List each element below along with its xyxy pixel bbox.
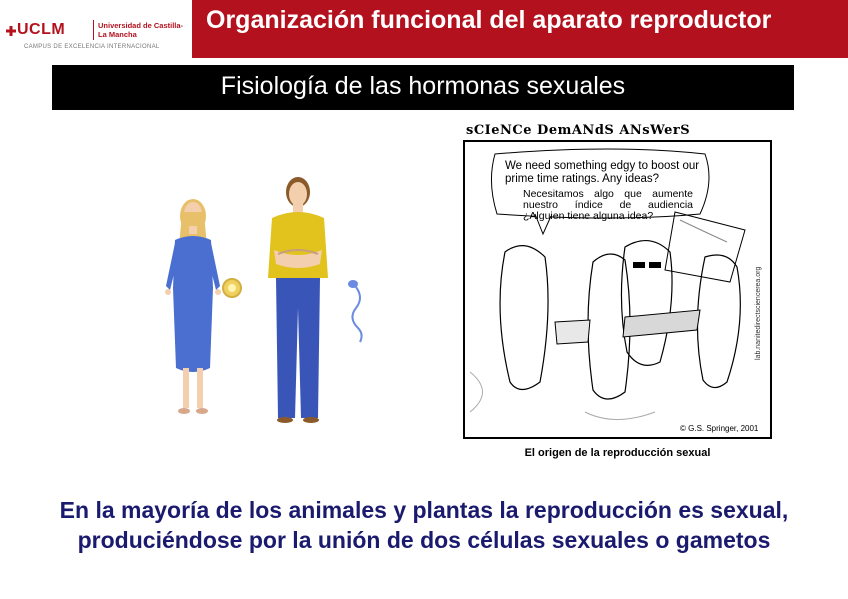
woman-figure [165,199,221,414]
subtitle-text: Fisiología de las hormonas sexuales [220,72,626,100]
main-statement: En la mayoría de los animales y plantas la reproducción es sexual, produciéndose por la unión de dos células sexuales o gametos [59,497,789,553]
sperm-cell [348,280,362,342]
header-bar [0,0,848,58]
comic-drawing [465,142,770,437]
comic-website-label: lab.nanitedirectsciencerea.org [755,266,762,360]
logo-university-text: Universidad de Castilla-La Mancha [98,21,184,39]
comic-panel [463,140,772,439]
logo-university-name [98,21,186,39]
logo-acronym: UCLM [17,21,66,38]
subtitle-bar [52,65,794,110]
logo-campus-text: CAMPUS DE EXCELENCIA INTERNACIONAL [24,44,160,50]
speech-bubble-english: We need something edgy to boost our prime time ratings. Any ideas? [505,160,700,185]
cell-sketch-right [697,255,740,388]
egg-cell [223,279,241,297]
cell-sketch-left [500,246,548,390]
page-title: Organización funcional del aparato reproductor [206,6,772,34]
logo-divider [93,20,94,40]
speech-bubble-spanish: Necesitamos algo que aumente nuestro índice de audiencia ¿Alguien tiene alguna idea? [523,188,693,222]
comic-series-title: sCIeNCe DemANdS ANsWerS [466,123,691,138]
uclm-emblem-icon [6,26,16,36]
comic-caption: El origen de la reproducción sexual [524,447,711,459]
human-figures-illustration [150,168,385,430]
laptop-sketch [665,212,745,282]
comic-credit: © G.S. Springer, 2001 [680,424,759,433]
uclm-logo [0,0,192,58]
man-figure [268,177,328,423]
